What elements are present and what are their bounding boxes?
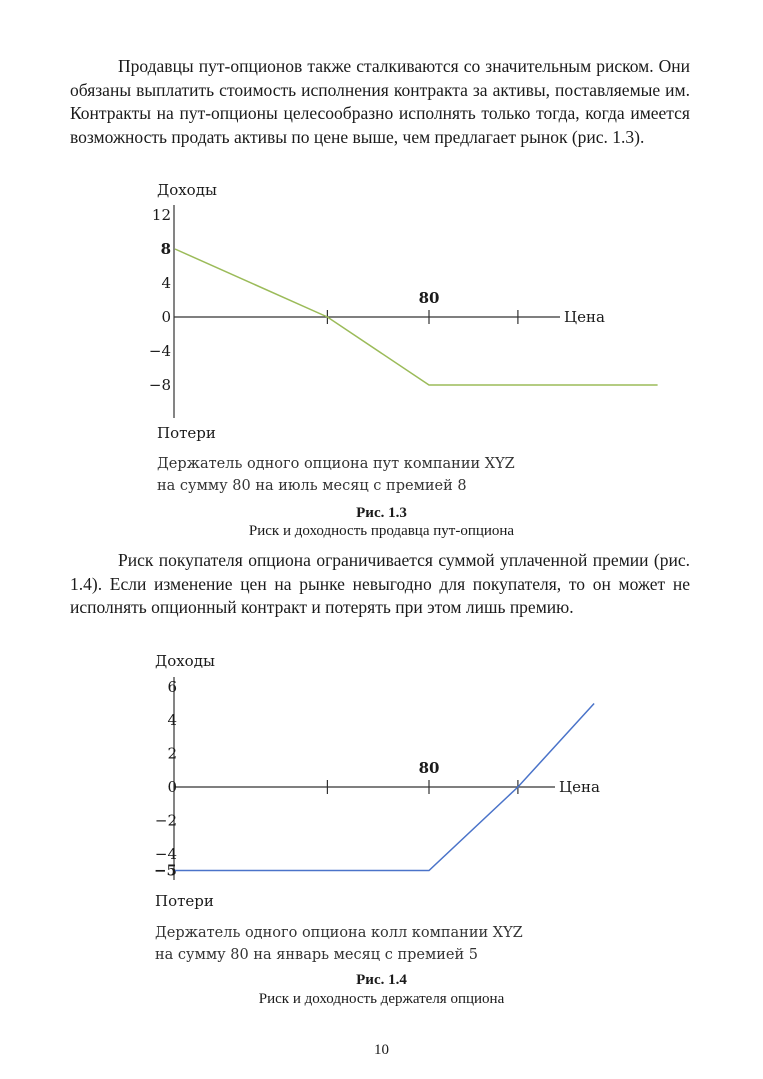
paragraph-put-sellers: Продавцы пут-опционов также сталкиваются со значительным риском. Они обязаны выплатить стоимость исполнения контракта за активы, поставляемые им. Контракты на пут-опционы целесообразно исполнять только тогда, когда имеется возможность продать активы по цене выше, чем предлагает рынок (рис. 1.3). (70, 56, 690, 147)
y-tick-label: −5 (153, 861, 177, 880)
y-tick-label: 4 (161, 274, 171, 292)
chart-caption-line: Держатель одного опциона колл компании XYZ (155, 925, 523, 941)
figure-1-4-caption: Риск и доходность держателя опциона (258, 991, 505, 1007)
y-tick-label: 0 (161, 308, 171, 326)
y-axis-top-label: Доходы (157, 181, 217, 199)
y-tick-label: 8 (160, 240, 171, 258)
chart-call-holder (0, 640, 763, 970)
figure-1-3-caption: Риск и доходность продавца пут-опциона (248, 523, 515, 539)
y-tick-label: −8 (148, 376, 171, 394)
y-tick-label: 0 (167, 778, 177, 796)
page-number: 10 (374, 1042, 389, 1058)
y-tick-label: 4 (167, 711, 177, 730)
x-axis-label: Цена (559, 778, 600, 796)
chart-caption-line: на сумму 80 на январь месяц с премией 5 (155, 947, 478, 963)
y-tick-label: −2 (154, 811, 177, 830)
chart-put-seller (0, 170, 763, 500)
y-axis-top-label: Доходы (155, 652, 215, 670)
x-axis-label: Цена (564, 308, 605, 326)
y-tick-label: 2 (167, 744, 177, 763)
figure-1-4-title: Рис. 1.4 (356, 972, 407, 988)
y-tick-label: 12 (151, 206, 171, 224)
x-marker-label: 80 (418, 759, 440, 777)
y-tick-label: −4 (154, 844, 177, 863)
chart-caption-line: Держатель одного опциона пут компании XYZ (157, 456, 515, 472)
y-tick-label: −4 (148, 342, 171, 360)
chart-caption-line: на сумму 80 на июль месяц с премией 8 (157, 478, 467, 494)
y-axis-bottom-label: Потери (157, 424, 216, 442)
x-marker-label: 80 (418, 289, 440, 307)
paragraph-option-buyer: Риск покупателя опциона ограничивается суммой уплаченной премии (рис. 1.4). Если изменение цен на рынке невыгодно для покупателя, то он может не исполнять опционный контракт и потерять при этом лишь премию. (70, 550, 690, 617)
figure-1-3-title: Рис. 1.3 (356, 505, 407, 521)
y-tick-label: 6 (167, 677, 177, 696)
y-axis-bottom-label: Потери (155, 892, 214, 910)
